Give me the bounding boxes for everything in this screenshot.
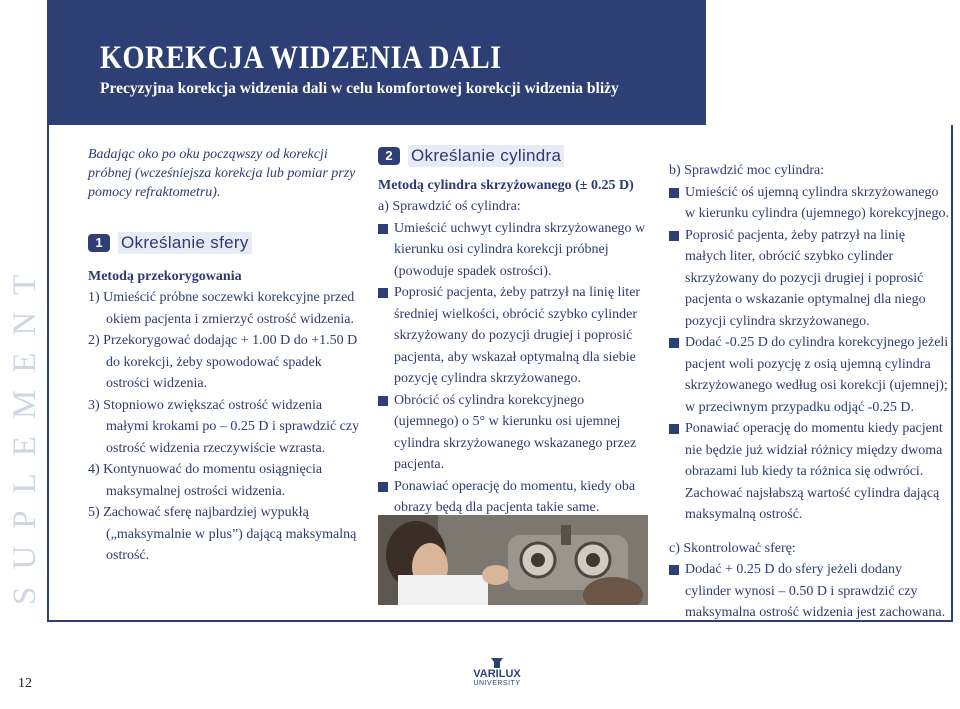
bullet-item: Ponawiać operację do momentu, kiedy oba obrazy będą dla pacjenta takie same. — [378, 476, 646, 519]
page-number: 12 — [18, 676, 32, 691]
bullet-item: Dodać + 0.25 D do sfery jeżeli dodany cylinder wynosi – 0.50 D i sprawdzić czy maksymalna ostrość widzenia jest zachowana. — [669, 559, 949, 624]
method-heading: Metodą cylindra skrzyżowanego (± 0.25 D) — [378, 177, 634, 193]
sub-heading-a: a) Sprawdzić oś cylindra: — [378, 199, 521, 214]
column-sphere — [88, 145, 360, 567]
method-heading: Metodą przekorygowania — [88, 268, 242, 284]
page-subtitle: Precyzyjna korekcja widzenia dali w celu komfortowej korekcji widzenia bliży — [100, 80, 619, 97]
bullet-item: Obrócić oś cylindra korekcyjnego (ujemnego) o 5° w kierunku osi ujemnej cylindra skrzyżowanego wskazanego przez pacjenta. — [378, 390, 646, 476]
column-cylinder — [378, 145, 646, 519]
list-item: 3) Stopniowo zwiększać ostrość widzenia małymi krokami po – 0.25 D i sprawdzić czy ostrość widzenia rzeczywiście wzrasta. — [88, 397, 360, 456]
section-number-badge: 1 — [88, 234, 110, 252]
logo-text: VARILUX — [473, 668, 521, 680]
bullet-item: Umieścić oś ujemną cylindra skrzyżowanego w kierunku cylindra (ujemnego) korekcyjnego. — [669, 182, 949, 225]
section-number-badge: 2 — [378, 147, 400, 165]
bullet-item: Dodać -0.25 D do cylindra korekcyjnego jeżeli pacjent woli pozycję z osią ujemną cylindra skrzyżowanego według osi korekcji (ujemnej); w przeciwnym przypadku odjąć -0.25 D. — [669, 332, 949, 418]
column-cylinder-power — [669, 160, 949, 624]
list-item: 5) Zachować sferę najbardziej wypukłą („maksymalnie w plus”) dającą maksymalną ostrość. — [88, 505, 357, 563]
photo-illustration — [378, 515, 648, 605]
list-item: 1) Umieścić próbne soczewki korekcyjne przed okiem pacjenta i zmierzyć ostrość widzenia. — [88, 290, 355, 327]
bullet-item: Umieścić uchwyt cylindra skrzyżowanego w kierunku osi cylindra korekcji próbnej (powoduje spadek ostrości). — [378, 218, 646, 283]
sub-heading-b: b) Sprawdzić moc cylindra: — [669, 163, 825, 178]
photo-eye-exam — [378, 515, 648, 605]
bullet-item: Ponawiać operację do momentu kiedy pacjent nie będzie już widział różnicy między dwoma obrazami lub kiedy ta różnica się odwróci. Zachować najsłabszą wartość cylindra dającą maksymalną ostrość. — [669, 418, 949, 526]
intro-text: Badając oko po oku począwszy od korekcji próbnej (wcześniejsza korekcja lub pomiar przy pomocy refraktometru). — [88, 147, 356, 200]
section-heading-cylinder — [378, 145, 646, 167]
section-title: Określanie cylindra — [408, 145, 564, 167]
page-title: KOREKCJA WIDZENIA DALI — [100, 40, 502, 76]
bullet-item: Poprosić pacjenta, żeby patrzył na linię małych liter, obrócić szybko cylinder skrzyżowany do pozycji drugiej i poprosić pacjenta o wskazanie optymalnej dla niego pozycji cylindra skrzyżowanego. — [669, 225, 949, 333]
section-title: Określanie sfery — [118, 232, 252, 254]
side-label: SUPLEMENT — [7, 257, 43, 605]
sub-heading-c: c) Skontrolować sferę: — [669, 540, 796, 556]
bullet-item: Poprosić pacjenta, żeby patrzył na linię liter średniej wielkości, obrócić szybko cylinder skrzyżowany do pozycji drugiej i poprosić pacjenta, aby wskazał optymalną dla siebie pozycję cylindra skrzyżowanego. — [378, 282, 646, 390]
section-heading-sphere — [88, 232, 360, 254]
varilux-university-logo — [469, 657, 525, 691]
logo-subtext: UNIVERSITY — [473, 680, 521, 687]
side-strip — [0, 0, 47, 709]
list-item: 2) Przekorygować dodając + 1.00 D do +1.50 D do korekcji, żeby spowodować spadek ostrości widzenia. — [88, 333, 358, 391]
list-item: 4) Kontynuować do momentu osiągnięcia maksymalnej ostrości widzenia. — [88, 462, 323, 499]
